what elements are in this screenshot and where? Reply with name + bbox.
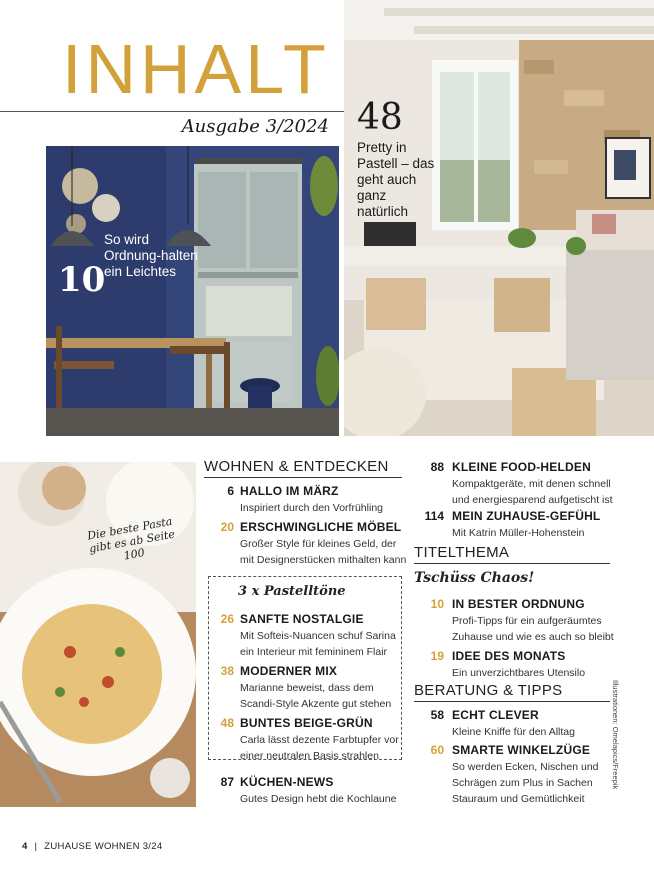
toc-description: Profi-Tipps für ein aufgeräumtes	[452, 615, 602, 627]
toc-title: MODERNER MIX	[240, 664, 338, 678]
toc-title: IDEE DES MONATS	[452, 649, 566, 663]
toc-description: Großer Style für kleines Geld, der	[240, 538, 397, 550]
toc-description: Mit Katrin Müller-Hohenstein	[452, 527, 585, 539]
toc-title: HALLO IM MÄRZ	[240, 484, 339, 498]
page-title: INHALT	[62, 30, 330, 108]
toc-page-number: 48	[220, 716, 234, 730]
toc-page-number: 6	[227, 484, 234, 498]
toc-description: Marianne beweist, dass dem	[240, 682, 374, 694]
section-titelthema: TITELTHEMA	[414, 544, 610, 564]
toc-title: BUNTES BEIGE-GRÜN	[240, 716, 373, 730]
footer-magazine: ZUHAUSE WOHNEN 3/24	[44, 841, 163, 852]
toc-page-number: 20	[220, 520, 234, 534]
toc-description: So werden Ecken, Nischen und	[452, 761, 599, 773]
toc-page-number: 26	[220, 612, 234, 626]
toc-page-number: 60	[430, 743, 444, 757]
footer-separator: |	[34, 841, 38, 852]
feature-48-page: 48	[357, 97, 403, 138]
toc-description: Ein unverzichtbares Utensilo	[452, 667, 586, 679]
page-footer	[22, 841, 162, 852]
toc-description: einer neutralen Basis strahlen	[240, 750, 379, 762]
toc-title: KLEINE FOOD-HELDEN	[452, 460, 591, 474]
section-wohnen-entdecken: WOHNEN & ENTDECKEN	[204, 458, 402, 478]
pasta-callout: Die beste Pasta gibt es ab Seite 100	[86, 514, 176, 563]
toc-description: Schrägen zum Plus in Sachen	[452, 777, 593, 789]
section-beratung-tipps: BERATUNG & TIPPS	[414, 682, 610, 702]
toc-description: Mit Softeis-Nuancen schuf Sarina	[240, 630, 396, 642]
toc-page-number: 114	[424, 509, 444, 523]
toc-title: SMARTE WINKELZÜGE	[452, 743, 591, 757]
toc-description: Zuhause und wie es auch so bleibt	[452, 631, 614, 643]
toc-title: SANFTE NOSTALGIE	[240, 612, 364, 626]
toc-description: Scandi-Style Akzente gut stehen	[240, 698, 392, 710]
toc-description: und energiesparend aufgetischt ist	[452, 494, 613, 506]
toc-description: Kleine Kniffe für den Alltag	[452, 726, 575, 738]
toc-title: KÜCHEN-NEWS	[240, 775, 334, 789]
feature-10-text: So wird Ordnung-halten ein Leichtes	[104, 232, 198, 279]
titelthema-script-title: Tschüss Chaos!	[414, 570, 535, 586]
toc-description: Inspiriert durch den Vorfrühling	[240, 502, 383, 514]
toc-title: ERSCHWINGLICHE MÖBEL	[240, 520, 402, 534]
toc-page-number: 19	[430, 649, 444, 663]
toc-page-number: 38	[220, 664, 234, 678]
pastel-heading: 3 x Pastelltöne	[238, 584, 346, 599]
pasta-illustration	[0, 462, 196, 807]
toc-description: mit Designerstücken mithalten kann	[240, 554, 407, 566]
toc-description: Stauraum und Gemütlichkeit	[452, 793, 585, 805]
issue-label: Ausgabe 3/2024	[181, 116, 329, 137]
toc-page-number: 58	[430, 708, 444, 722]
feature-48-overlay[interactable]	[357, 97, 437, 220]
toc-page-number: 10	[430, 597, 444, 611]
toc-description: ein Interieur mit femininem Flair	[240, 646, 388, 658]
toc-description: Gutes Design hebt die Kochlaune	[240, 793, 397, 805]
illustration-credit: Illustrationen: Omelapics/Freepik	[611, 680, 620, 790]
footer-page-number: 4	[22, 841, 28, 852]
toc-page-number: 87	[220, 775, 234, 789]
feature-10-page: 10	[58, 260, 106, 300]
feature-48-text: Pretty in Pastell – das geht auch ganz natürlich	[357, 140, 435, 219]
toc-page-number: 88	[430, 460, 444, 474]
toc-title: IN BESTER ORDNUNG	[452, 597, 585, 611]
toc-description: Carla lässt dezente Farbtupfer vor	[240, 734, 399, 746]
toc-description: Kompaktgeräte, mit denen schnell	[452, 478, 611, 490]
toc-title: MEIN ZUHAUSE-GEFÜHL	[452, 509, 601, 523]
header-divider	[0, 111, 344, 112]
photo-pasta[interactable]	[0, 462, 196, 807]
toc-title: ECHT CLEVER	[452, 708, 539, 722]
